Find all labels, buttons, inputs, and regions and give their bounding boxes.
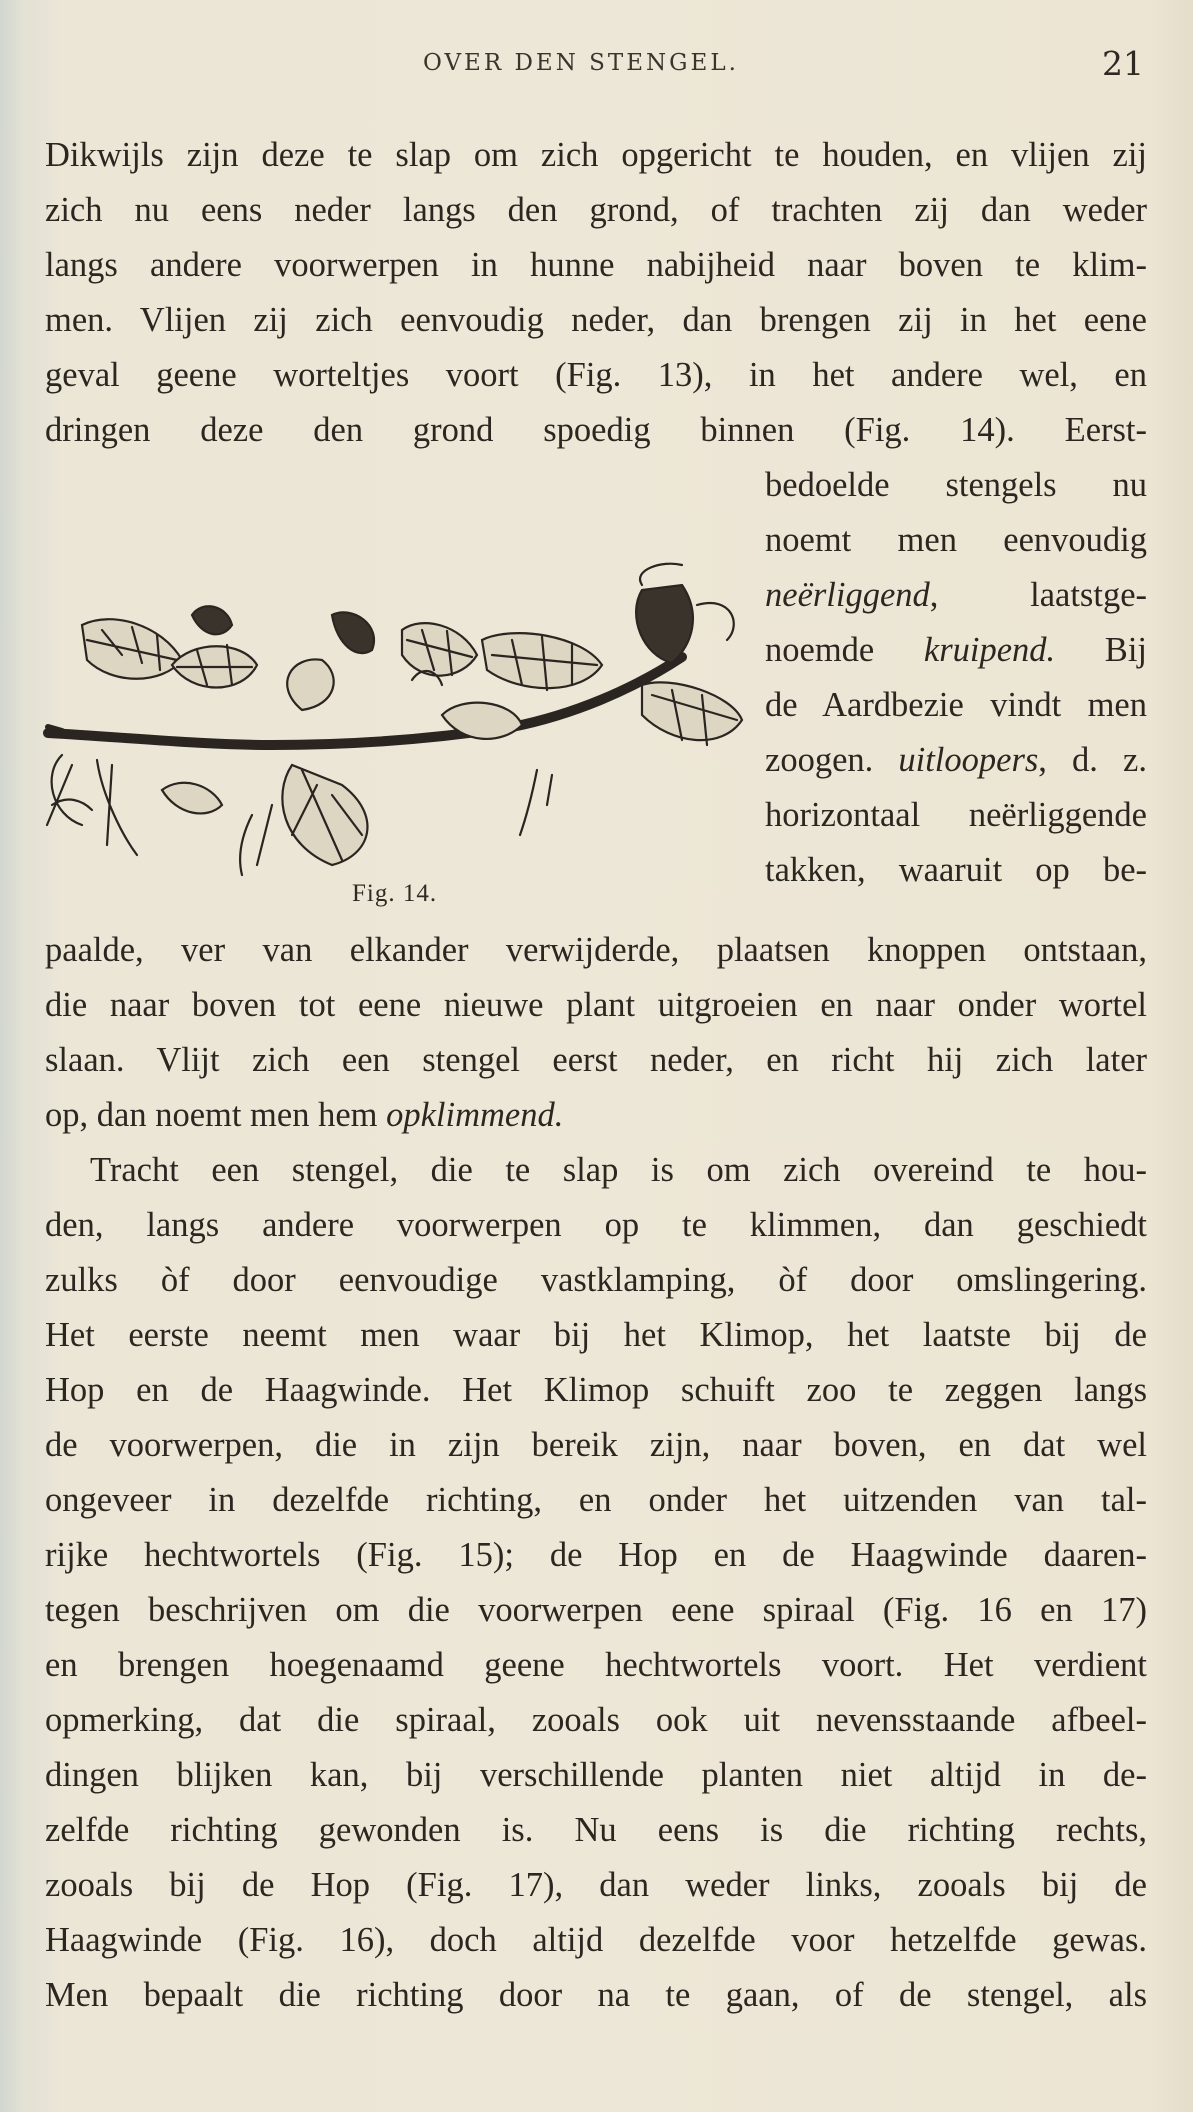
text-line: zooals bij de Hop (Fig. 17), dan weder links, zooals bij de — [45, 1866, 1147, 1904]
text-line: de Aardbezie vindt men — [765, 686, 1147, 724]
text-line: Het eerste neemt men waar bij het Klimop, het laatste bij de — [45, 1316, 1147, 1354]
figure-caption: Fig. 14. — [352, 880, 438, 907]
text-line: takken, waaruit op be- — [765, 851, 1147, 889]
figure-14 — [42, 545, 752, 885]
text-line: de voorwerpen, die in zijn bereik zijn, naar boven, en dat wel — [45, 1426, 1147, 1464]
text-line: zoogen. uitloopers, d. z. — [765, 741, 1147, 779]
page-number: 21 — [1102, 44, 1144, 83]
text-line: men. Vlijen zij zich eenvoudig neder, dan brengen zij in het eene — [45, 301, 1147, 339]
text-line: tegen beschrijven om die voorwerpen eene spiraal (Fig. 16 en 17) — [45, 1591, 1147, 1629]
text-line: neërliggend, laatstge- — [765, 576, 1147, 614]
text-line: noemde kruipend. Bij — [765, 631, 1147, 669]
text-line: en brengen hoegenaamd geene hechtwortels voort. Het verdient — [45, 1646, 1147, 1684]
text-line: opmerking, dat die spiraal, zooals ook uit nevensstaande afbeel- — [45, 1701, 1147, 1739]
text-line: Hop en de Haagwinde. Het Klimop schuift zoo te zeggen langs — [45, 1371, 1147, 1409]
text-line: Men bepaalt die richting door na te gaan, of de stengel, als — [45, 1976, 1147, 2014]
text-line: paalde, ver van elkander verwijderde, plaatsen knoppen ontstaan, — [45, 931, 1147, 969]
text-line: bedoelde stengels nu — [765, 466, 1147, 504]
text-line: langs andere voorwerpen in hunne nabijheid naar boven te klim- — [45, 246, 1147, 284]
text-line: die naar boven tot eene nieuwe plant uitgroeien en naar onder wortel — [45, 986, 1147, 1024]
page-header — [0, 44, 1193, 84]
term-opklimmend: opklimmend. — [386, 1096, 564, 1134]
term-kruipend: kruipend. — [923, 631, 1056, 669]
term-neerliggend: neërliggend — [765, 576, 930, 614]
text-line: zich nu eens neder langs den grond, of trachten zij dan weder — [45, 191, 1147, 229]
text-line: geval geene worteltjes voort (Fig. 13), in het andere wel, en — [45, 356, 1147, 394]
text-line: noemt men eenvoudig — [765, 521, 1147, 559]
text-line: dingen blijken kan, bij verschillende planten niet altijd in de- — [45, 1756, 1147, 1794]
text-line: horizontaal neërliggende — [765, 796, 1147, 834]
text-line: den, langs andere voorwerpen op te klimmen, dan geschiedt — [45, 1206, 1147, 1244]
creeping-strawberry-runner-engraving-icon — [42, 545, 752, 885]
text-line: dringen deze den grond spoedig binnen (Fig. 14). Eerst- — [45, 411, 1147, 449]
term-uitloopers: uitloopers — [898, 741, 1039, 779]
text-line: zulks òf door eenvoudige vastklamping, òf door omslingering. — [45, 1261, 1147, 1299]
text-line: slaan. Vlijt zich een stengel eerst neder, en richt hij zich later — [45, 1041, 1147, 1079]
running-head: OVER DEN STENGEL. — [423, 50, 739, 76]
text-line: op, dan noemt men hem opklimmend. — [45, 1096, 564, 1134]
text-line: Tracht een stengel, die te slap is om zich overeind te hou- — [90, 1151, 1147, 1189]
text-line: zelfde richting gewonden is. Nu eens is die richting rechts, — [45, 1811, 1147, 1849]
text-line: Dikwijls zijn deze te slap om zich opgericht te houden, en vlijen zij — [45, 136, 1147, 174]
text-line: Haagwinde (Fig. 16), doch altijd dezelfde voor hetzelfde gewas. — [45, 1921, 1147, 1959]
text-line: ongeveer in dezelfde richting, en onder het uitzenden van tal- — [45, 1481, 1147, 1519]
text-line: rijke hechtwortels (Fig. 15); de Hop en de Haagwinde daaren- — [45, 1536, 1147, 1574]
